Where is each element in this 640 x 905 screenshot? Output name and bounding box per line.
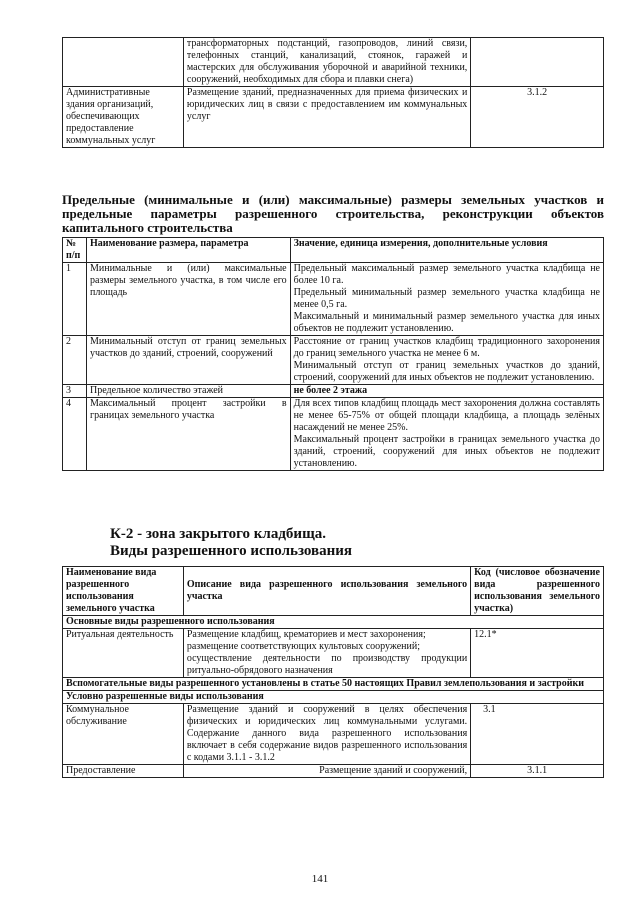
- use-types-table-continued: [62, 37, 604, 148]
- table-cell-name: Предоставление: [63, 765, 184, 778]
- row-name: Максимальный процент застройки в границах земельного участка: [86, 398, 290, 471]
- value-line: Максимальный процент застройки в границах земельного участка до зданий, строений, сооружений для иных объектов не подлежит установлению.: [293, 434, 600, 469]
- table-row: [63, 765, 604, 778]
- table-header-row: [63, 567, 604, 616]
- table-cell-description: трансформаторных подстанций, газопроводов, линий связи, телефонных станций, канализаций, стоянок, гаражей и мастерских для обслуживания уборочной и аварийной техники, сооружений, необходимых для сбора и плавки снега): [183, 38, 470, 87]
- row-values: [290, 263, 603, 336]
- zone-title: К-2 - зона закрытого кладбища.: [110, 526, 326, 542]
- section-aux: Вспомогательные виды разрешенного установлены в статье 50 настоящих Правил землепользования и застройки: [63, 678, 604, 691]
- value-line: не более 2 этажа: [293, 385, 368, 396]
- row-values: [290, 385, 603, 398]
- desc-line: осуществление деятельности по производству продукции ритуально-обрядового назначения: [186, 653, 468, 676]
- zone-heading: [110, 526, 352, 560]
- zone-subtitle: Виды разрешенного использования: [110, 543, 353, 559]
- table-row: [63, 87, 604, 148]
- header-name: Наименование вида разрешенного использования земельного участка: [63, 567, 184, 616]
- section-row: [63, 678, 604, 691]
- table-row: [63, 336, 604, 385]
- table-cell-code: 3.1.1: [471, 765, 604, 778]
- params-table: [62, 237, 604, 471]
- table-cell-description: Размещение зданий и сооружений в целях обеспечения физических и юридических лиц коммунальными услугами. Содержание данного вида разрешенного использования включает в себя содержание видов разрешенного использования с кодами 3.1.1 - 3.1.2: [183, 704, 470, 765]
- row-num: 2: [63, 336, 87, 385]
- section-row: [63, 616, 604, 629]
- row-values: [290, 398, 603, 471]
- table-cell-name: Коммунальное обслуживание: [63, 704, 184, 765]
- row-num: 1: [63, 263, 87, 336]
- row-num: 3: [63, 385, 87, 398]
- table-cell-code: [471, 38, 604, 87]
- table-row: [63, 704, 604, 765]
- row-values: [290, 336, 603, 385]
- header-value: Значение, единица измерения, дополнительные условия: [290, 238, 603, 263]
- table-cell-description: Размещение зданий, предназначенных для приема физических и юридических лиц в связи с предоставлением им коммунальных услуг: [183, 87, 470, 148]
- table-row: [63, 398, 604, 471]
- table-row: [63, 38, 604, 87]
- table-row: [63, 385, 604, 398]
- value-line: Минимальный отступ от границ земельных участков до зданий, строений, сооружений для иных объектов не подлежит установлению.: [293, 360, 600, 383]
- zone-use-types-table: [62, 566, 604, 778]
- params-heading: Предельные (минимальные и (или) максимальные) размеры земельных участков и предельные параметры разрешенного строительства, реконструкции объектов капитального строительства: [62, 192, 604, 235]
- section-conditional: Условно разрешенные виды использования: [63, 691, 604, 704]
- desc-line: размещение соответствующих культовых сооружений;: [186, 641, 420, 652]
- table-cell-name: Ритуальная деятельность: [63, 629, 184, 678]
- table-row: [63, 629, 604, 678]
- value-line: Предельный максимальный размер земельного участка кладбища не более 10 га.: [293, 263, 600, 286]
- header-name: Наименование размера, параметра: [86, 238, 290, 263]
- section-row: [63, 691, 604, 704]
- desc-line: Размещение кладбищ, крематориев и мест захоронения;: [186, 629, 426, 640]
- table-row: [63, 263, 604, 336]
- section-main: Основные виды разрешенного использования: [63, 616, 604, 629]
- value-line: Расстояние от границ участков кладбищ традиционного захоронения до границ земельного участка не менее 6 м.: [293, 336, 600, 359]
- table-cell-description: Размещение зданий и сооружений,: [183, 765, 470, 778]
- header-description: Описание вида разрешенного использования земельного участка: [183, 567, 470, 616]
- table-cell-code: 3.1: [471, 704, 604, 765]
- header-num: № п/п: [63, 238, 87, 263]
- table-cell-name: [63, 38, 184, 87]
- value-line: Максимальный и минимальный размер земельного участка для иных объектов не подлежит установлению.: [293, 311, 600, 334]
- row-name: Минимальные и (или) максимальные размеры земельного участка, в том числе его площадь: [86, 263, 290, 336]
- row-name: Предельное количество этажей: [86, 385, 290, 398]
- table-cell-description: [183, 629, 470, 678]
- value-line: Предельный минимальный размер земельного участка кладбища не менее 0,5 га.: [293, 287, 600, 310]
- table-cell-name: Административные здания организаций, обеспечивающих предоставление коммунальных услуг: [63, 87, 184, 148]
- row-num: 4: [63, 398, 87, 471]
- table-header-row: [63, 238, 604, 263]
- header-code: Код (числовое обозначение вида разрешенного использования земельного участка): [471, 567, 604, 616]
- table-cell-code: 3.1.2: [471, 87, 604, 148]
- page-number: 141: [311, 873, 329, 885]
- value-line: Для всех типов кладбищ площадь мест захоронения должна составлять не менее 65-75% от общей площади кладбища, а площадь зелёных насаждений не менее 25%.: [293, 398, 600, 433]
- row-name: Минимальный отступ от границ земельных участков до зданий, строений, сооружений: [86, 336, 290, 385]
- table-cell-code: 12.1*: [471, 629, 604, 678]
